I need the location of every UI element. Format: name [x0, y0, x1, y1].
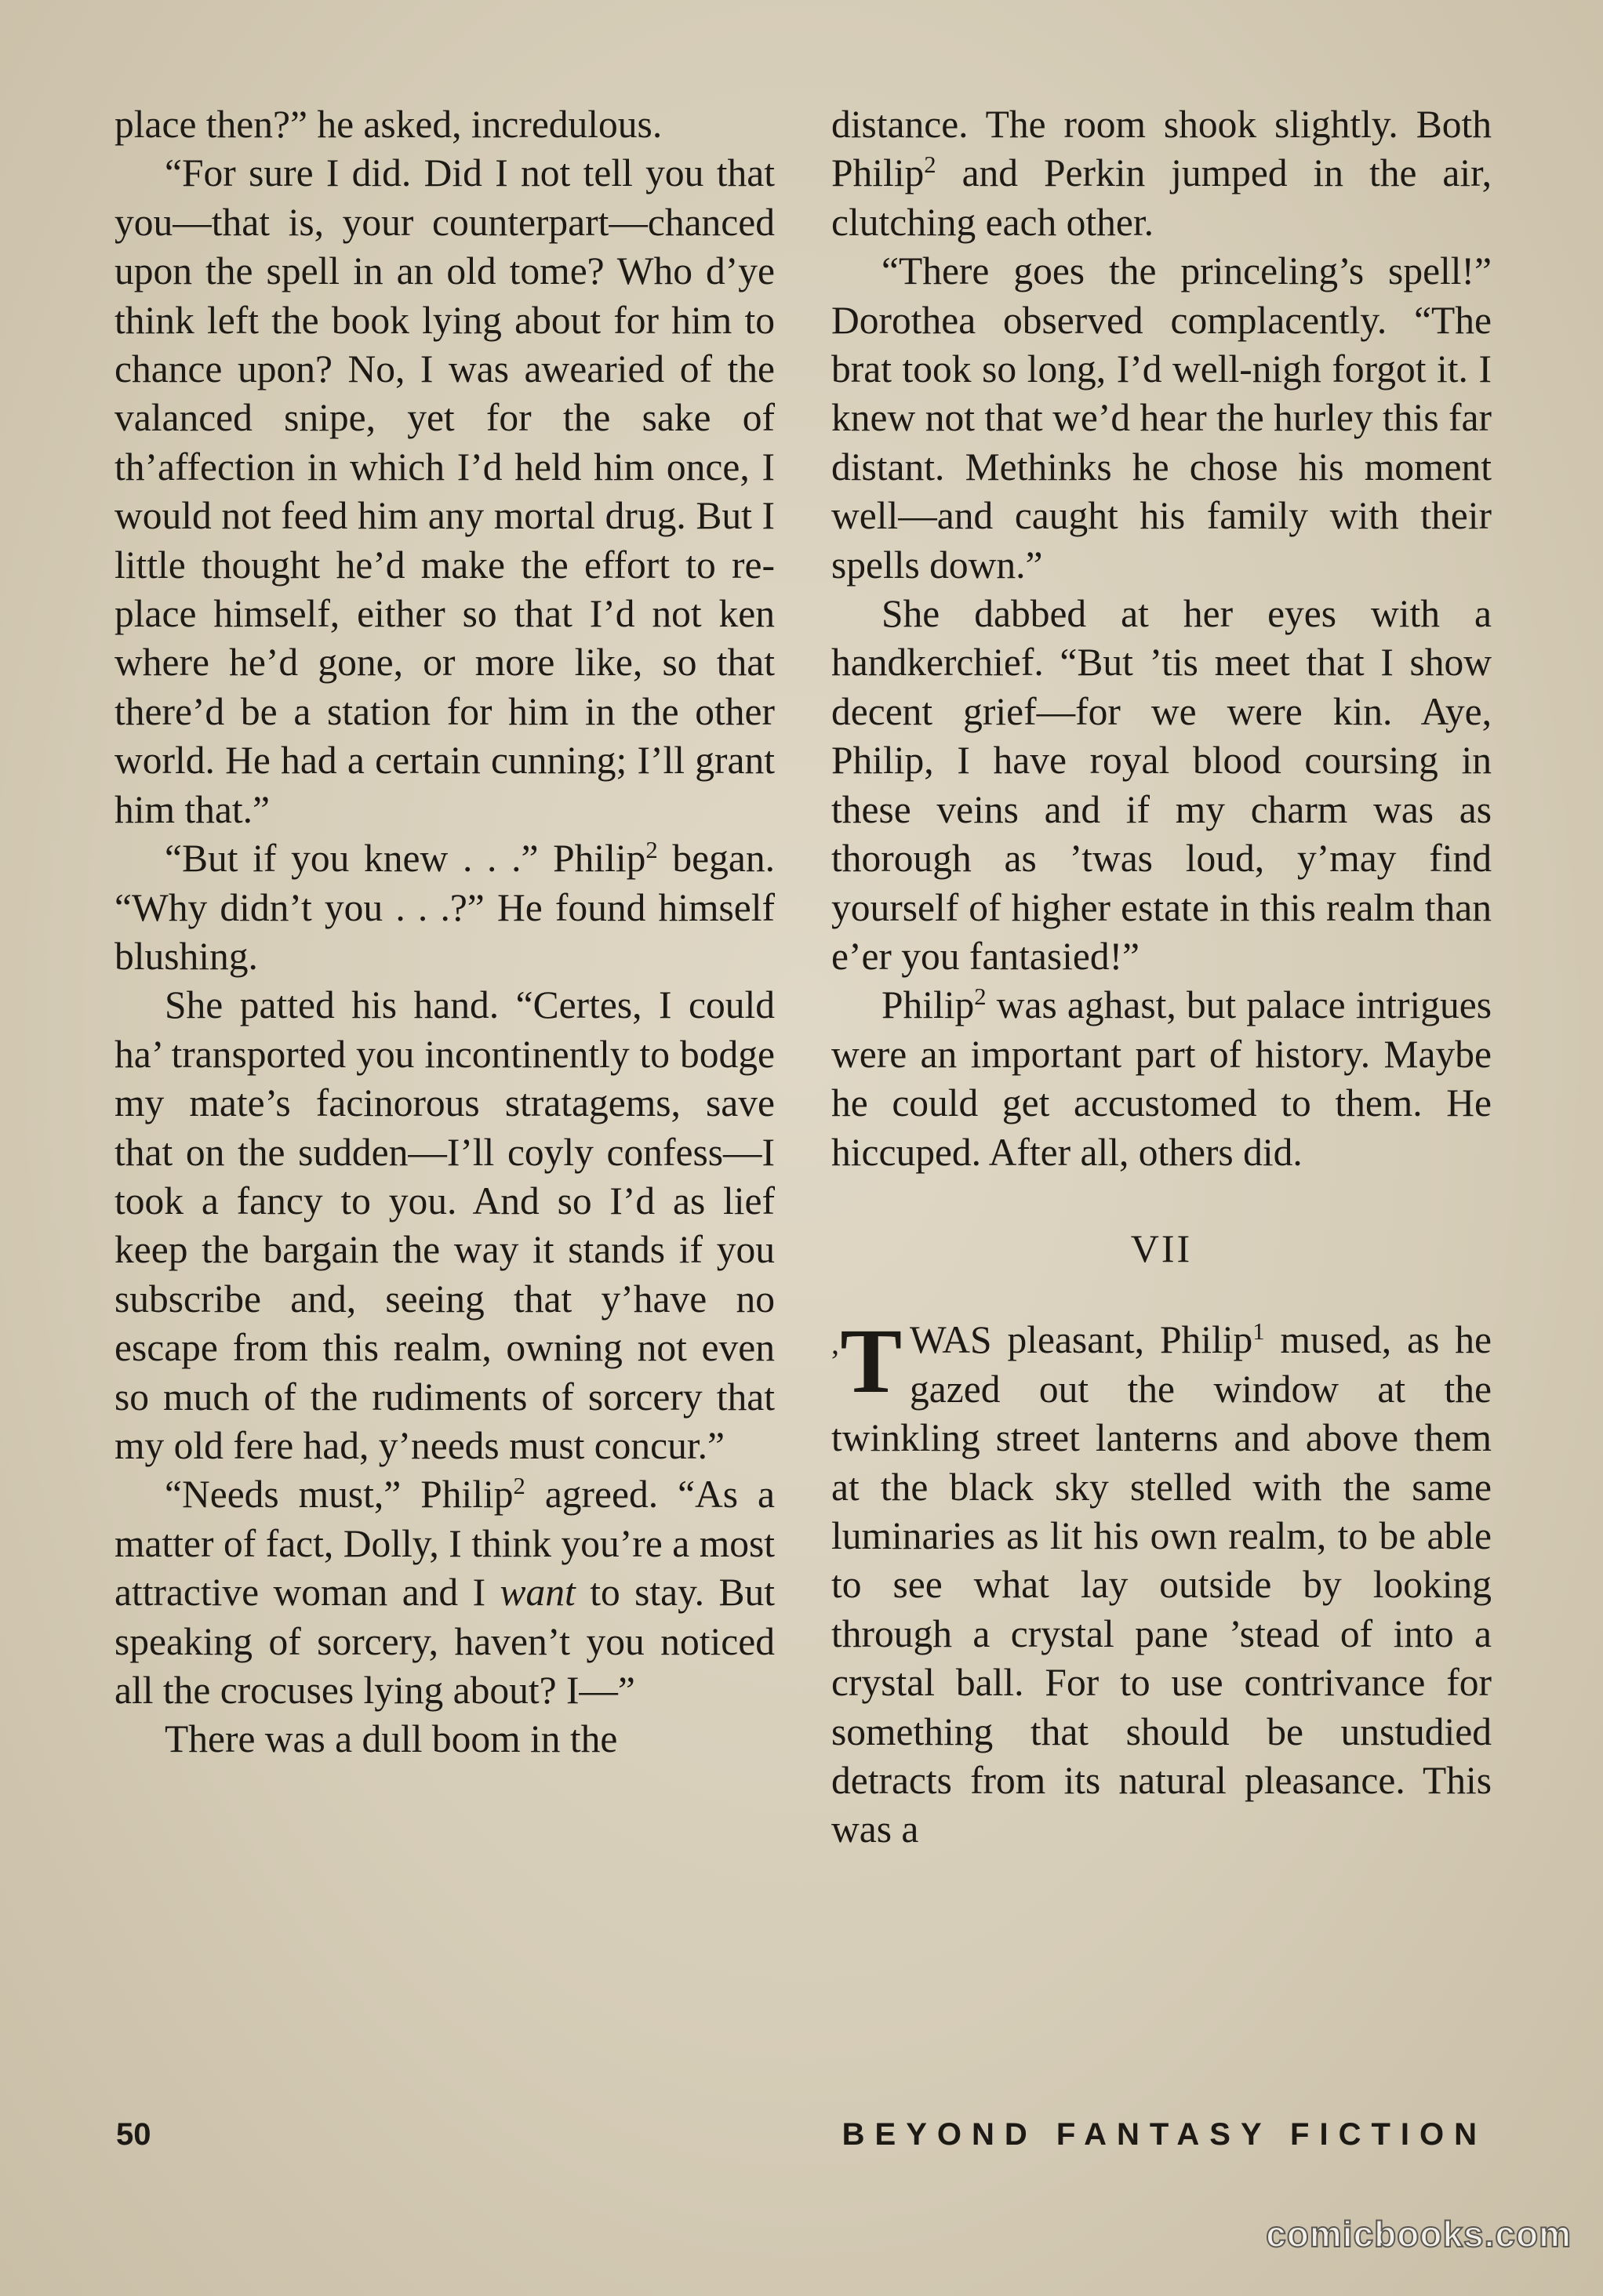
paragraph: “There goes the princeling’s spell!” Dorothea observed complacently. “The brat took so long, I’d well-nigh forgot it. I knew not that we’d hear the hurley this far distant. Methinks he chose his moment well—and caught his family with their spells down.” — [831, 249, 1492, 587]
emphasis-text: want — [500, 1571, 576, 1615]
paragraph: There was a dull boom in the — [165, 1717, 618, 1761]
paragraph-text: “Needs must,” Philip — [165, 1473, 514, 1517]
paragraph — [114, 834, 775, 981]
drop-cap-letter: T — [840, 1310, 903, 1413]
paragraph — [830, 1310, 1492, 1854]
paragraph-text: mused, as he gazed out the window at the twinkling street lanterns and above them at the black sky stelled with the same luminaries as lit his own realm, to be able to see what lay outside by looking through a crystal pane ’stead of into a crystal ball. For to use contrivance for something that should be unstudied detracts from its natural pleasance. This was a — [831, 1318, 1492, 1851]
paragraph-text: “But if you knew . . .” Philip — [165, 837, 646, 881]
paragraph-text: and Perkin jumped in the air, clutching each other. — [831, 151, 1492, 244]
superscript: 2 — [924, 151, 936, 179]
paragraph-text: agreed. “As a matter of fact, Dolly, I think you’re a most attractive woman and I — [114, 1473, 775, 1615]
paragraph-text: distance. The room shook slightly. Both Philip — [831, 103, 1492, 195]
paragraph-text: was aghast, but palace intrigues were an important part of history. Maybe he could get accustomed to them. He hiccuped. After all, others did. — [831, 983, 1492, 1174]
paragraph: place then?” he asked, incredulous. — [114, 103, 663, 146]
paragraph — [831, 981, 1492, 1177]
superscript: 2 — [645, 837, 658, 864]
drop-cap — [830, 1310, 903, 1413]
section-heading: VII — [1130, 1226, 1193, 1270]
drop-cap-apostrophe: ’ — [830, 1343, 841, 1379]
left-text-column — [114, 100, 775, 1764]
paragraph — [831, 100, 1492, 247]
paragraph: “For sure I did. Did I not tell you that you—that is, your counterpart—chanced upon the spell in an old tome? Who d’ye think left the book lying about for him to chance upon? No, I was awearied of the valanced snipe, yet for the sake of th’affection in which I’d held him once, I would not feed him any mortal drug. But I little thought he’d make the effort to replace himself, either so that I’d not ken where he’d gone, or more like, so that there’d be a station for him in the other world. He had a certain cunning; I’ll grant him that.” — [114, 151, 775, 831]
page-number: 50 — [116, 2117, 151, 2152]
paragraph-text: began. “Why didn’t you . . .?” He found himself blushing. — [114, 837, 775, 978]
paragraph: She dabbed at her eyes with a handkerchief. “But ’tis meet that I show decent grief—for we were kin. Aye, Philip, I have royal blood coursing in these veins and if my charm was as thorough as ’twas loud, y’may find yourself of higher estate in this realm than e’er you fantasied!” — [831, 592, 1492, 978]
paragraph-text: to stay. But speaking of sorcery, haven’t you noticed all the crocuses lying about? I—” — [114, 1571, 775, 1712]
watermark-logo: comicbooks.com — [1266, 2214, 1572, 2254]
right-text-column — [831, 100, 1492, 1855]
superscript: 2 — [513, 1473, 525, 1500]
superscript: 2 — [974, 983, 987, 1011]
magazine-name: BEYOND FANTASY FICTION — [841, 2117, 1487, 2152]
paragraph — [114, 1470, 775, 1715]
paragraph-text: Philip — [881, 983, 975, 1027]
paragraph-text: WAS pleasant, Philip — [910, 1318, 1253, 1362]
paragraph: She patted his hand. “Certes, I could ha’ transported you incontinently to bodge my mate’s facinorous stratagems, save that on the sudden—I’ll coyly confess—I took a fancy to you. And so I’d as lief keep the bargain the way it stands if you subscribe and, seeing that y’have no escape from this realm, owning not even so much of the rudiments of sorcery that my old fere had, y’needs must concur.” — [114, 983, 775, 1467]
superscript: 1 — [1252, 1318, 1265, 1346]
